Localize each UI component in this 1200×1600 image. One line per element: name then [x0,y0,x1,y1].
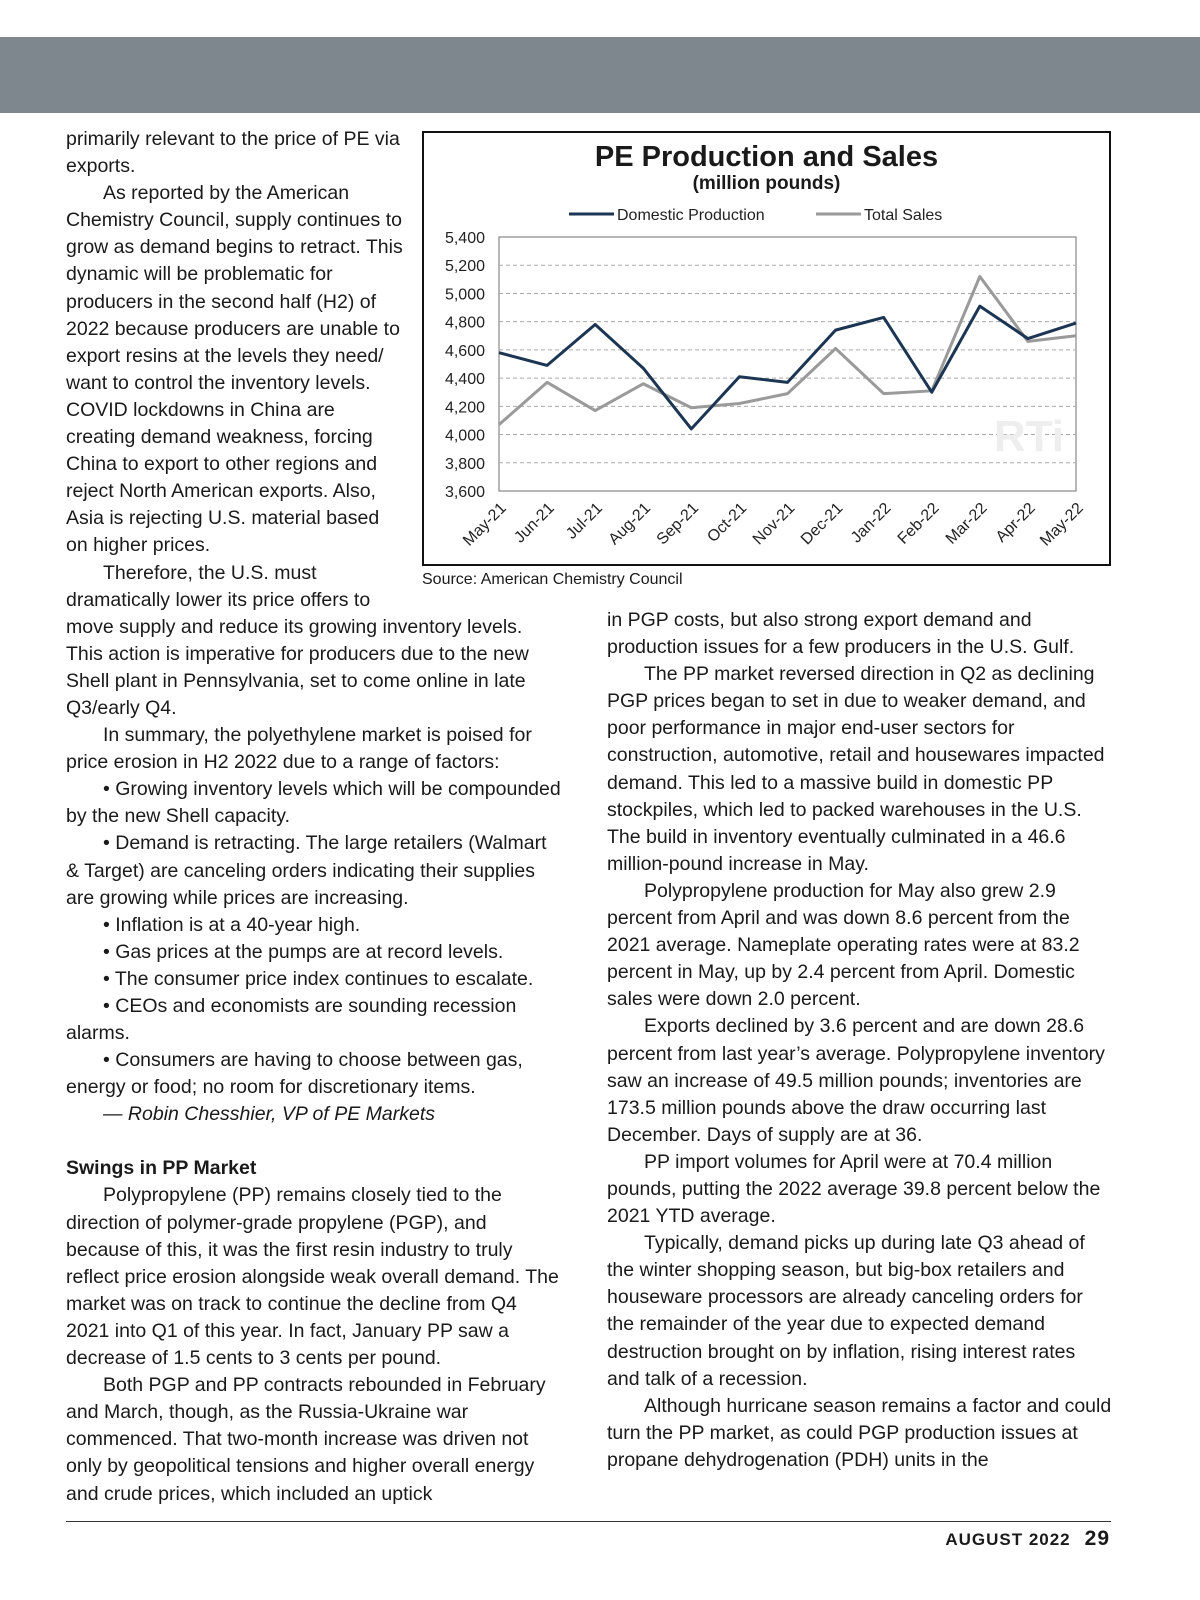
footer-divider [66,1521,1111,1522]
watermark-logo: RTi [993,412,1064,461]
x-tick-label: Jun-21 [511,499,558,547]
bullet: • Consumers are having to choose between gas, energy or food; no room for discretionary items. [66,1049,523,1099]
paragraph: As reported by the American Chemistry Council, supply continues to grow as demand begins to retract. This dynamic will be problematic for producers in the second half (H2) of 2022 because producers are unable to export resins at the levels they need/ want to control the inventory levels. COVID lockdowns in China are creating demand weakness, forcing China to export to other regions and reject North American exports. Also, Asia is rejecting U.S. material based on higher prices. [66,182,403,557]
bullet: • Inflation is at a 40-year high. [103,913,361,936]
y-tick-label: 5,200 [444,258,485,276]
paragraph: PP import volumes for April were at 70.4 million pounds, putting the 2022 average 39.8 percent below the 2021 YTD average. [607,1150,1101,1228]
chart-frame [422,131,1111,566]
y-tick-label: 4,200 [444,399,485,417]
chart-source: Source: American Chemistry Council [422,571,683,588]
paragraph: Polypropylene production for May also grew 2.9 percent from April and was down 8.6 percent from the 2021 average. Nameplate operating rates were at 83.2 percent in May, up by 2.4 percent from April. Domestic sales were down 2.0 percent. [607,879,1080,1011]
paragraph: Both PGP and PP contracts rebounded in February and March, though, as the Russia-Ukraine war commenced. That two-month increase was driven not only by geopolitical tensions and higher overall energy and crude prices, which included an uptick [66,1374,546,1505]
y-tick-label: 4,000 [444,427,485,445]
x-tick-label: Jan-22 [847,499,895,547]
x-tick-label: Nov-21 [749,499,799,549]
section-heading: Swings in PP Market [66,1157,257,1180]
x-tick-label: Apr-22 [992,499,1039,546]
x-tick-label: Sep-21 [653,499,703,549]
y-tick-label: 5,400 [444,230,485,247]
bullet: • CEOs and economists are sounding recession alarms. [66,995,517,1045]
line-chart [424,133,1109,564]
issue-date: AUGUST 2022 [945,1530,1071,1549]
x-tick-label: Dec-21 [797,499,847,549]
legend-label: Domestic Production [617,207,765,224]
chart-title: PE Production and Sales [594,141,939,173]
paragraph: Typically, demand picks up during late Q3 ahead of the winter shopping season, but big-box retailers and houseware processors are already canceling orders for the remainder of the year due to expected demand destruction brought on by inflation, rising interest rates and talk of a recession. [607,1232,1085,1390]
right-column [607,607,1112,1474]
author-signature: — Robin Chesshier, VP of PE Markets [103,1103,435,1126]
y-tick-label: 3,600 [444,484,485,501]
paragraph: The PP market reversed direction in Q2 as declining PGP prices began to set in due to weaker demand, and poor performance in major end-user sectors for construction, automotive, retail and housewares impacted demand. This led to a massive build in domestic PP stockpiles, which led to packed warehouses in the U.S. The build in inventory eventually culminated in a 46.6 million-pound increase in May. [607,663,1105,875]
x-tick-label: May-21 [460,499,510,550]
x-tick-label: Feb-22 [894,499,943,548]
paragraph: Polypropylene (PP) remains closely tied to the direction of polymer-grade propylene (PGP), and because of this, it was the first resin industry to truly reflect price erosion alongside weak overall demand. The market was on track to continue the decline from Q4 2021 into Q1 of this year. In fact, January PP saw a decrease of 1.5 cents to 3 cents per pound. [66,1184,559,1370]
plot-area [499,237,1076,491]
y-tick-label: 4,400 [444,371,485,389]
page-number: 29 [1084,1527,1110,1550]
legend-label: Total Sales [864,207,943,224]
header-band [0,37,1200,113]
paragraph: In summary, the polyethylene market is poised for price erosion in H2 2022 due to a range of factors: [66,724,532,774]
paragraph: in PGP costs, but also strong export demand and production issues for a few producers in the U.S. Gulf. [607,609,1075,659]
x-tick-label: Aug-21 [605,499,655,549]
bullet: • The consumer price index continues to escalate. [103,967,534,990]
x-tick-label: Mar-22 [942,499,991,548]
bullet: • Demand is retracting. The large retailers (Walmart & Target) are canceling orders indicating their supplies are growing while prices are increasing. [66,832,547,909]
y-tick-label: 5,000 [444,286,485,304]
paragraph: Therefore, the U.S. must dramatically lower its price offers to move supply and reduce its growing inventory levels. This action is imperative for producers due to the new Shell plant in Pennsylvania, set to come online in late Q3/early Q4. [66,561,529,719]
x-tick-label: Oct-21 [704,499,751,546]
paragraph: Although hurricane season remains a factor and could turn the PP market, as could PGP production issues at propane dehydrogenation (PDH) units in the [607,1394,1112,1471]
y-tick-label: 4,800 [444,314,485,332]
x-tick-label: May-22 [1037,499,1087,550]
paragraph: primarily relevant to the price of PE via exports. [66,128,400,178]
y-tick-label: 4,600 [444,342,485,360]
paragraph: Exports declined by 3.6 percent and are down 28.6 percent from last year’s average. Polypropylene inventory saw an increase of 49.5 million pounds; inventories are 173.5 million pounds above the draw occurring last December. Days of supply are at 36. [607,1015,1105,1146]
bullet: • Growing inventory levels which will be compounded by the new Shell capacity. [66,778,561,828]
x-tick-label: Jul-21 [563,499,606,543]
chart-subtitle: (million pounds) [692,173,841,194]
y-tick-label: 3,800 [444,455,485,473]
footer [945,1527,1110,1551]
bullet: • Gas prices at the pumps are at record levels. [103,940,504,963]
